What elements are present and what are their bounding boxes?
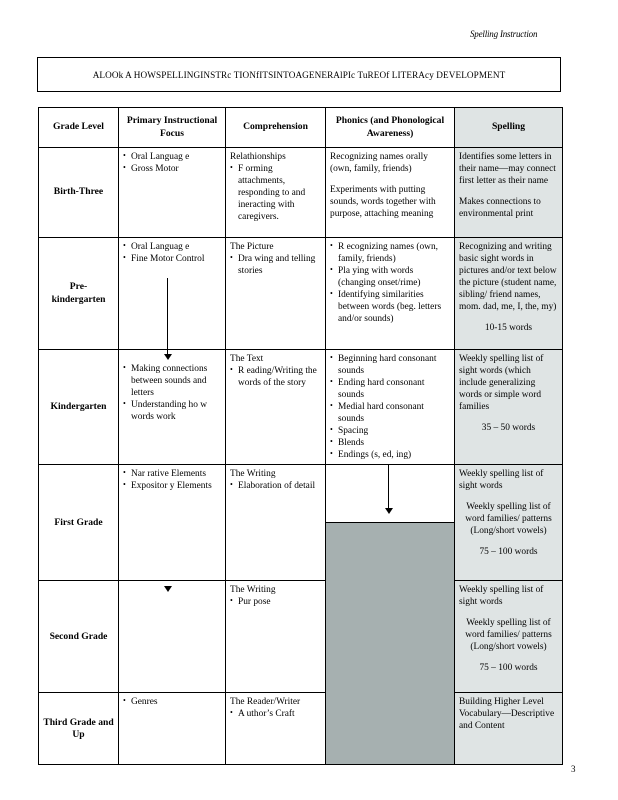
phonics-cell: [326, 350, 455, 465]
table-row: [39, 465, 563, 581]
arrow-down-icon: [164, 586, 172, 592]
focus-cell: [119, 350, 226, 465]
list-item: • Blends: [330, 437, 450, 449]
word-count: 35 – 50 words: [481, 423, 536, 434]
paragraph: Weekly spelling list of sight words (which include generalizing words or simple word families: [459, 354, 544, 413]
table-row: [39, 238, 563, 350]
list-item: • Pla ying with words (changing onset/rime): [330, 265, 450, 289]
list-item: • Beginning hard consonant sounds: [330, 353, 450, 377]
comprehension-cell: [226, 350, 326, 465]
paragraph: Weekly spelling list of sight words: [459, 469, 544, 492]
focus-cell: [119, 693, 226, 765]
grade-cell: Third Grade and Up: [39, 693, 119, 765]
column-header-grade: Grade Level: [39, 108, 119, 148]
paragraph: Weekly spelling list of word families/ patterns (Long/short vowels): [465, 618, 552, 653]
grade-cell: Birth-Three: [39, 148, 119, 238]
focus-cell: [119, 148, 226, 238]
comprehension-cell: [226, 238, 326, 350]
comprehension-cell: [226, 693, 326, 765]
word-count: 10-15 words: [484, 323, 533, 334]
table-title: ALOOk A HOWSPELLINGINSTRc TIONfITSINTOAGENERAlPIc TuREOf LITERAcy DEVELOPMENT: [37, 57, 561, 92]
table-row: [39, 581, 563, 693]
list-item: • Oral Languag e: [123, 151, 221, 163]
paragraph: Weekly spelling list of word families/ patterns (Long/short vowels): [465, 502, 552, 537]
spelling-cell: [455, 693, 563, 765]
paragraph: Makes connections to environmental print: [459, 197, 541, 220]
column-header-focus: Primary Instructional Focus: [119, 108, 226, 148]
comprehension-heading: The Picture: [230, 242, 274, 252]
spelling-cell: [455, 581, 563, 693]
comprehension-heading: The Text: [230, 354, 264, 364]
phonics-cell-shaded: [326, 693, 455, 765]
comprehension-heading: The Writing: [230, 469, 276, 480]
continuation-arrow-line: [388, 465, 389, 508]
focus-cell: [119, 465, 226, 581]
phonics-cell: [326, 148, 455, 238]
list-item: • Pur pose: [230, 596, 321, 608]
list-item: • Spacing: [330, 425, 450, 437]
phonics-cell-shaded: [326, 581, 455, 693]
list-item: • Making connections between sounds and letters: [123, 363, 221, 399]
paragraph: Recognizing names orally (own, family, friends): [330, 152, 428, 175]
paragraph: Recognizing and writing basic sight words in pictures and/or text below the picture (student name, sibling/ friend names, mom. dad, me, I, the, my): [459, 242, 557, 313]
header-row: [39, 108, 563, 148]
grade-cell: Pre-kindergarten: [39, 238, 119, 350]
comprehension-cell: [226, 581, 326, 693]
continuation-arrow-line: [167, 278, 168, 350]
page-number: 3: [571, 764, 576, 774]
list-item: • Understanding ho w words work: [123, 399, 221, 423]
literacy-development-table: [38, 107, 563, 765]
arrow-down-icon: [164, 354, 172, 360]
list-item: • F orming attachments, responding to and ineracting with caregivers.: [230, 163, 321, 223]
arrow-down-icon: [385, 508, 393, 514]
grade-cell: Kindergarten: [39, 350, 119, 465]
list-item: • Nar rative Elements: [123, 468, 221, 480]
comprehension-cell: [226, 148, 326, 238]
list-item: • Ending hard consonant sounds: [330, 377, 450, 401]
list-item: • R ecognizing names (own, family, friends): [330, 241, 450, 265]
grade-cell: Second Grade: [39, 581, 119, 693]
focus-cell: [119, 581, 226, 693]
list-item: • Oral Languag e: [123, 241, 221, 253]
list-item: • Medial hard consonant sounds: [330, 401, 450, 425]
column-header-comprehension: Comprehension: [226, 108, 326, 148]
phonics-cell: [326, 465, 455, 581]
table-row: [39, 350, 563, 465]
list-item: • R eading/Writing the words of the story: [230, 365, 321, 389]
list-item: • Fine Motor Control: [123, 253, 221, 265]
grade-cell: First Grade: [39, 465, 119, 581]
list-item: • Endings (s, ed, ing): [330, 449, 450, 461]
column-header-spelling: Spelling: [455, 108, 563, 148]
paragraph: Experiments with putting sounds, words together with purpose, attaching meaning: [330, 185, 436, 220]
shaded-area: [326, 522, 454, 581]
word-count: 75 – 100 words: [479, 547, 538, 558]
focus-cell: [119, 238, 226, 350]
spelling-cell: [455, 465, 563, 581]
list-item: • Genres: [123, 696, 221, 708]
list-item: • Dra wing and telling stories: [230, 253, 321, 277]
list-item: • Expositor y Elements: [123, 480, 221, 492]
list-item: • Identifying similarities between words (beg. letters and/or sounds): [330, 289, 450, 325]
table-row: [39, 148, 563, 238]
word-count: 75 – 100 words: [479, 663, 538, 674]
list-item: • Elaboration of detail: [230, 480, 321, 492]
spelling-cell: [455, 350, 563, 465]
paragraph: Building Higher Level Vocabulary—Descriptive and Content: [459, 697, 555, 732]
phonics-cell: [326, 238, 455, 350]
spelling-cell: [455, 148, 563, 238]
comprehension-heading: The Reader/Writer: [230, 697, 301, 708]
comprehension-cell: [226, 465, 326, 581]
column-header-phonics: Phonics (and Phonological Awareness): [326, 108, 455, 148]
paragraph: Identifies some letters in their name—may connect first letter as their name: [459, 152, 556, 187]
comprehension-heading: Relathionships: [230, 152, 286, 162]
running-header: Spelling Instruction: [470, 29, 538, 39]
comprehension-heading: The Writing: [230, 585, 276, 596]
list-item: • A uthor’s Craft: [230, 708, 321, 720]
table-row: [39, 693, 563, 765]
list-item: • Gross Motor: [123, 163, 221, 175]
spelling-cell: [455, 238, 563, 350]
paragraph: Weekly spelling list of sight words: [459, 585, 544, 608]
